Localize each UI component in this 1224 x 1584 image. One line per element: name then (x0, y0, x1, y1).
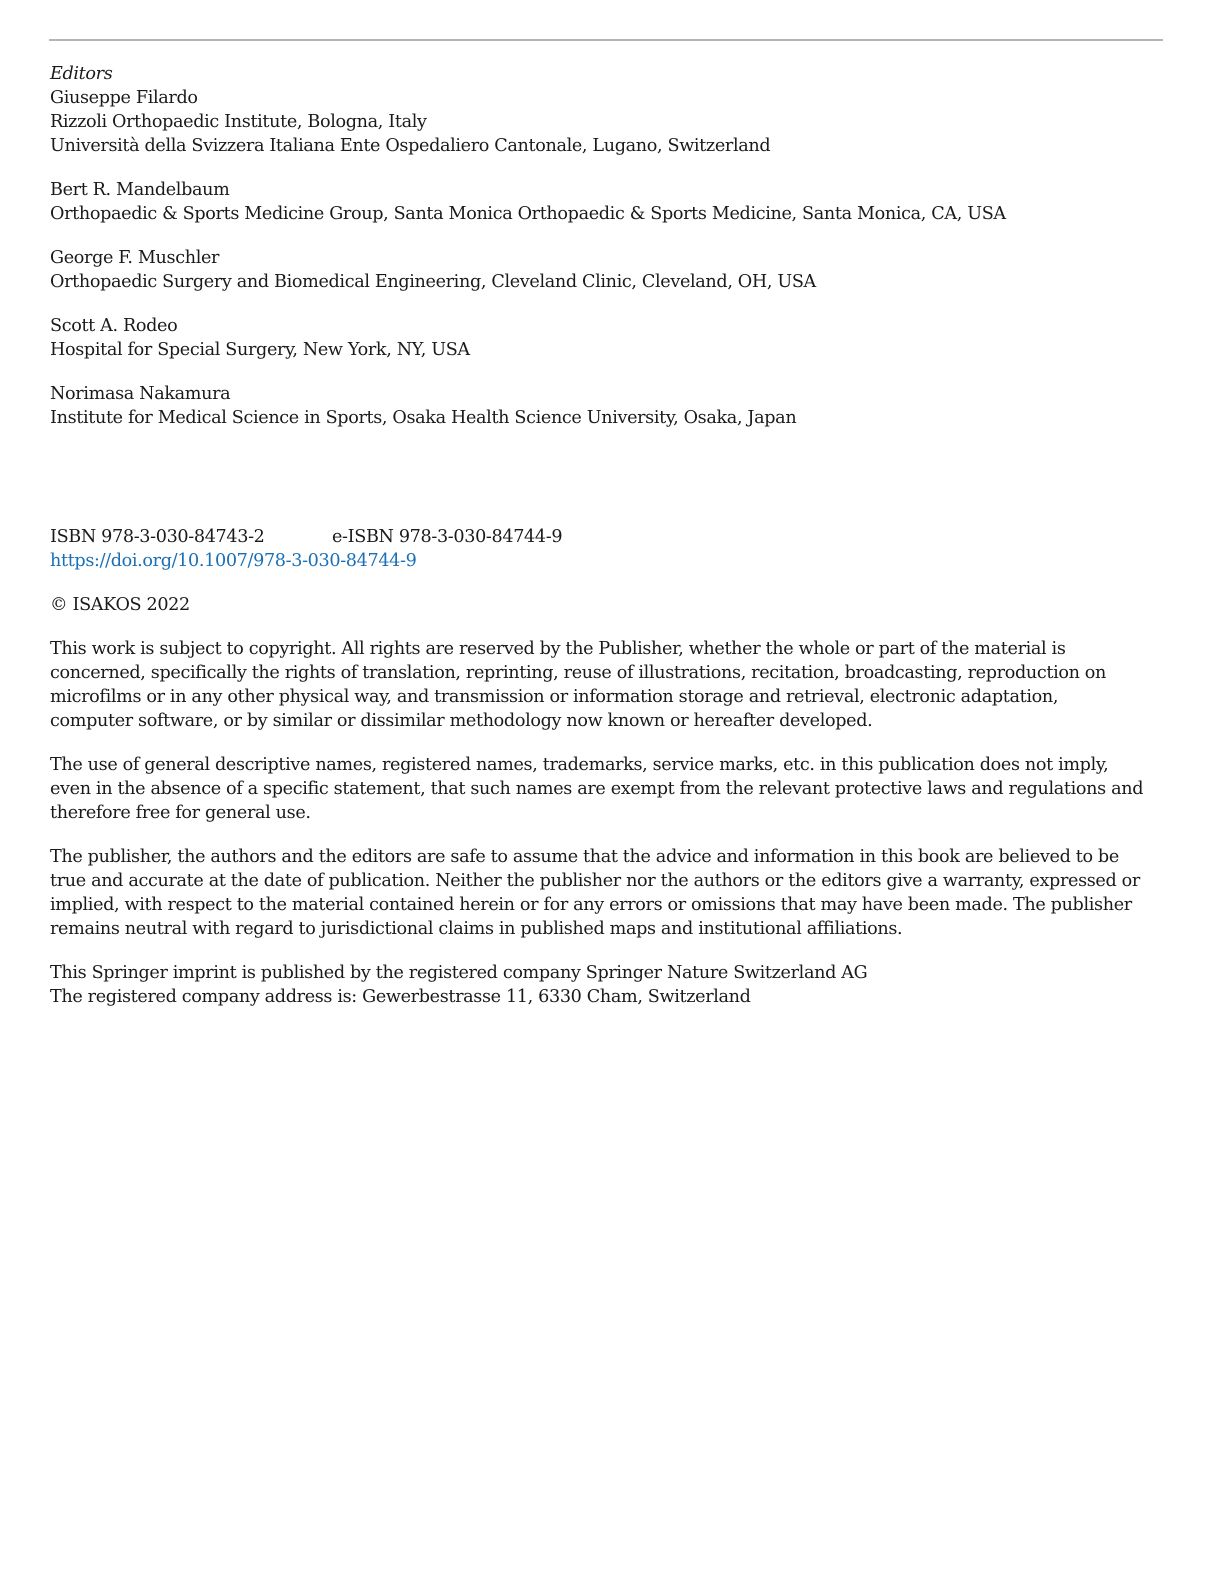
editor-block (50, 314, 1163, 362)
editors-heading: Editors (50, 64, 113, 84)
rights-paragraph (50, 637, 1163, 733)
paragraph-line: concerned, specifically the rights of translation, reprinting, reuse of illustrations, recitation, broadcasting, reproduction on (50, 663, 1107, 683)
editor-name: Norimasa Nakamura (50, 384, 231, 404)
paragraph-line: The publisher, the authors and the editors are safe to assume that the advice and information in this book are believed to be (50, 847, 1119, 867)
paragraph-line: computer software, or by similar or dissimilar methodology now known or hereafter developed. (50, 711, 873, 731)
paragraph-line: true and accurate at the date of publication. Neither the publisher nor the authors or the editors give a warranty, expressed or (50, 871, 1140, 891)
copyright-notice: © ISAKOS 2022 (50, 595, 190, 615)
electronic-isbn: e-ISBN 978-3-030-84744-9 (332, 527, 563, 547)
paragraph-line: This work is subject to copyright. All rights are reserved by the Publisher, whether the whole or part of the material is (50, 639, 1066, 659)
editor-affiliation: Orthopaedic & Sports Medicine Group, Santa Monica Orthopaedic & Sports Medicine, Santa Monica, CA, USA (50, 204, 1006, 224)
editor-name: Bert R. Mandelbaum (50, 180, 230, 200)
editor-name: George F. Muschler (50, 248, 220, 268)
disclaimer-paragraph (50, 845, 1163, 941)
print-isbn: ISBN 978-3-030-84743-2 (50, 527, 265, 547)
editor-name: Giuseppe Filardo (50, 88, 198, 108)
editor-affiliation: Università della Svizzera Italiana Ente Ospedaliero Cantonale, Lugano, Switzerland (50, 136, 771, 156)
editor-name: Scott A. Rodeo (50, 316, 178, 336)
editor-block (50, 382, 1163, 430)
paragraph-line: remains neutral with regard to jurisdictional claims in published maps and institutional affiliations. (50, 919, 903, 939)
editor-affiliation: Institute for Medical Science in Sports, Osaka Health Science University, Osaka, Japan (50, 408, 797, 428)
editor-block (50, 178, 1163, 226)
trademark-paragraph (50, 753, 1163, 825)
publisher-paragraph (50, 961, 1163, 1009)
isbn-row (50, 525, 1163, 549)
paragraph-line: implied, with respect to the material contained herein or for any errors or omissions that may have been made. The publisher (50, 895, 1132, 915)
paragraph-line: The use of general descriptive names, registered names, trademarks, service marks, etc. in this publication does not imply, (50, 755, 1109, 775)
editor-affiliation: Rizzoli Orthopaedic Institute, Bologna, Italy (50, 112, 427, 132)
paragraph-line: microfilms or in any other physical way, and transmission or information storage and retrieval, electronic adaptation, (50, 687, 1059, 707)
editor-affiliation: Hospital for Special Surgery, New York, NY, USA (50, 340, 470, 360)
paragraph-line: therefore free for general use. (50, 803, 311, 823)
editor-affiliation: Orthopaedic Surgery and Biomedical Engineering, Cleveland Clinic, Cleveland, OH, USA (50, 272, 816, 292)
editor-block (50, 246, 1163, 294)
paragraph-line: The registered company address is: Gewerbestrasse 11, 6330 Cham, Switzerland (50, 987, 751, 1007)
top-rule (49, 39, 1163, 41)
doi-link[interactable]: https://doi.org/10.1007/978-3-030-84744-9 (50, 551, 417, 571)
paragraph-line: even in the absence of a specific statement, that such names are exempt from the relevant protective laws and regulations and (50, 779, 1144, 799)
paragraph-line: This Springer imprint is published by the registered company Springer Nature Switzerland AG (50, 963, 868, 983)
editor-block (50, 86, 1163, 158)
page-content (50, 62, 1163, 1009)
